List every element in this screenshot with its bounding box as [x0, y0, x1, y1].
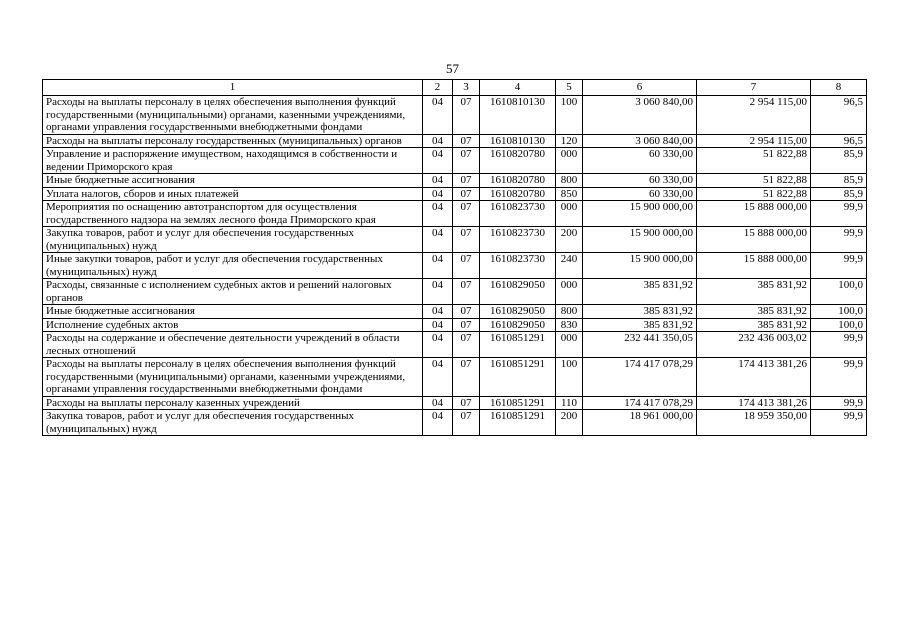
section-code-cell: 04	[423, 174, 453, 188]
planned-amount-cell: 232 441 350,05	[583, 332, 697, 358]
expense-type-cell: 000	[556, 332, 583, 358]
table-row	[43, 187, 867, 201]
section-code-cell: 04	[423, 358, 453, 397]
execution-percent-cell: 99,9	[811, 227, 867, 253]
section-code-cell: 04	[423, 96, 453, 135]
section-code-cell: 04	[423, 201, 453, 227]
row-name-cell: Исполнение судебных актов	[43, 318, 423, 332]
target-article-cell: 1610823730	[480, 253, 556, 279]
subsection-code-cell: 07	[453, 96, 480, 135]
section-code-cell: 04	[423, 148, 453, 174]
column-header: 4	[480, 80, 556, 96]
table-row	[43, 227, 867, 253]
execution-percent-cell: 99,9	[811, 410, 867, 436]
planned-amount-cell: 15 900 000,00	[583, 253, 697, 279]
expense-type-cell: 200	[556, 410, 583, 436]
planned-amount-cell: 60 330,00	[583, 174, 697, 188]
table-row	[43, 148, 867, 174]
column-header: 2	[423, 80, 453, 96]
expense-type-cell: 100	[556, 96, 583, 135]
expense-type-cell: 110	[556, 396, 583, 410]
table-row	[43, 396, 867, 410]
section-code-cell: 04	[423, 227, 453, 253]
planned-amount-cell: 385 831,92	[583, 318, 697, 332]
section-code-cell: 04	[423, 134, 453, 148]
target-article-cell: 1610851291	[480, 396, 556, 410]
expense-type-cell: 120	[556, 134, 583, 148]
expense-type-cell: 850	[556, 187, 583, 201]
target-article-cell: 1610823730	[480, 227, 556, 253]
target-article-cell: 1610823730	[480, 201, 556, 227]
subsection-code-cell: 07	[453, 148, 480, 174]
expense-type-cell: 240	[556, 253, 583, 279]
subsection-code-cell: 07	[453, 253, 480, 279]
page-number: 57	[446, 61, 459, 76]
row-name-cell: Управление и распоряжение имуществом, находящимся в собственности и ведении Приморского края	[43, 148, 423, 174]
target-article-cell: 1610829050	[480, 318, 556, 332]
execution-percent-cell: 99,9	[811, 201, 867, 227]
table-row	[43, 305, 867, 319]
executed-amount-cell: 15 888 000,00	[697, 253, 811, 279]
section-code-cell: 04	[423, 318, 453, 332]
row-name-cell: Иные бюджетные ассигнования	[43, 305, 423, 319]
target-article-cell: 1610851291	[480, 410, 556, 436]
section-code-cell: 04	[423, 187, 453, 201]
row-name-cell: Иные бюджетные ассигнования	[43, 174, 423, 188]
section-code-cell: 04	[423, 279, 453, 305]
executed-amount-cell: 18 959 350,00	[697, 410, 811, 436]
table-row	[43, 134, 867, 148]
column-header: 1	[43, 80, 423, 96]
executed-amount-cell: 51 822,88	[697, 148, 811, 174]
subsection-code-cell: 07	[453, 201, 480, 227]
table-row	[43, 332, 867, 358]
subsection-code-cell: 07	[453, 318, 480, 332]
execution-percent-cell: 96,5	[811, 96, 867, 135]
executed-amount-cell: 2 954 115,00	[697, 96, 811, 135]
row-name-cell: Расходы на содержание и обеспечение деятельности учреждений в области лесных отношений	[43, 332, 423, 358]
row-name-cell: Расходы на выплаты персоналу государственных (муниципальных) органов	[43, 134, 423, 148]
table-row	[43, 253, 867, 279]
executed-amount-cell: 15 888 000,00	[697, 201, 811, 227]
expense-type-cell: 800	[556, 305, 583, 319]
expense-type-cell: 800	[556, 174, 583, 188]
section-code-cell: 04	[423, 305, 453, 319]
execution-percent-cell: 100,0	[811, 305, 867, 319]
planned-amount-cell: 385 831,92	[583, 305, 697, 319]
executed-amount-cell: 232 436 003,02	[697, 332, 811, 358]
expense-type-cell: 000	[556, 279, 583, 305]
executed-amount-cell: 174 413 381,26	[697, 358, 811, 397]
execution-percent-cell: 99,9	[811, 332, 867, 358]
target-article-cell: 1610829050	[480, 279, 556, 305]
subsection-code-cell: 07	[453, 358, 480, 397]
execution-percent-cell: 85,9	[811, 174, 867, 188]
planned-amount-cell: 385 831,92	[583, 279, 697, 305]
expense-type-cell: 000	[556, 201, 583, 227]
expense-type-cell: 830	[556, 318, 583, 332]
row-name-cell: Закупка товаров, работ и услуг для обеспечения государственных (муниципальных) нужд	[43, 410, 423, 436]
row-name-cell: Иные закупки товаров, работ и услуг для обеспечения государственных (муниципальных) нужд	[43, 253, 423, 279]
table-row	[43, 201, 867, 227]
row-name-cell: Закупка товаров, работ и услуг для обеспечения государственных (муниципальных) нужд	[43, 227, 423, 253]
subsection-code-cell: 07	[453, 227, 480, 253]
execution-percent-cell: 100,0	[811, 279, 867, 305]
execution-percent-cell: 100,0	[811, 318, 867, 332]
subsection-code-cell: 07	[453, 396, 480, 410]
table-body	[43, 96, 867, 436]
planned-amount-cell: 174 417 078,29	[583, 396, 697, 410]
expense-type-cell: 000	[556, 148, 583, 174]
row-name-cell: Расходы, связанные с исполнением судебных актов и решений налоговых органов	[43, 279, 423, 305]
planned-amount-cell: 15 900 000,00	[583, 201, 697, 227]
target-article-cell: 1610820780	[480, 187, 556, 201]
expense-type-cell: 100	[556, 358, 583, 397]
target-article-cell: 1610851291	[480, 332, 556, 358]
target-article-cell: 1610810130	[480, 134, 556, 148]
table-row	[43, 96, 867, 135]
executed-amount-cell: 51 822,88	[697, 187, 811, 201]
section-code-cell: 04	[423, 410, 453, 436]
execution-percent-cell: 99,9	[811, 358, 867, 397]
row-name-cell: Мероприятия по оснащению автотранспортом для осуществления государственного надзора на землях лесного фонда Приморского края	[43, 201, 423, 227]
target-article-cell: 1610820780	[480, 174, 556, 188]
subsection-code-cell: 07	[453, 134, 480, 148]
planned-amount-cell: 3 060 840,00	[583, 134, 697, 148]
row-name-cell: Расходы на выплаты персоналу в целях обеспечения выполнения функций государственными (муниципальными) органами, казенными учреждениями, органами управления государственными внебюджетными фондами	[43, 358, 423, 397]
column-header: 5	[556, 80, 583, 96]
execution-percent-cell: 96,5	[811, 134, 867, 148]
subsection-code-cell: 07	[453, 174, 480, 188]
target-article-cell: 1610851291	[480, 358, 556, 397]
planned-amount-cell: 15 900 000,00	[583, 227, 697, 253]
executed-amount-cell: 174 413 381,26	[697, 396, 811, 410]
subsection-code-cell: 07	[453, 305, 480, 319]
table-row	[43, 174, 867, 188]
section-code-cell: 04	[423, 253, 453, 279]
executed-amount-cell: 385 831,92	[697, 318, 811, 332]
executed-amount-cell: 385 831,92	[697, 305, 811, 319]
row-name-cell: Расходы на выплаты персоналу в целях обеспечения выполнения функций государственными (муниципальными) органами, казенными учреждениями, органами управления государственными внебюджетными фондами	[43, 96, 423, 135]
executed-amount-cell: 51 822,88	[697, 174, 811, 188]
planned-amount-cell: 60 330,00	[583, 148, 697, 174]
expense-type-cell: 200	[556, 227, 583, 253]
table-row	[43, 410, 867, 436]
table-header-row	[43, 80, 867, 96]
row-name-cell: Уплата налогов, сборов и иных платежей	[43, 187, 423, 201]
planned-amount-cell: 174 417 078,29	[583, 358, 697, 397]
subsection-code-cell: 07	[453, 410, 480, 436]
target-article-cell: 1610820780	[480, 148, 556, 174]
column-header: 3	[453, 80, 480, 96]
column-header: 7	[697, 80, 811, 96]
section-code-cell: 04	[423, 396, 453, 410]
executed-amount-cell: 2 954 115,00	[697, 134, 811, 148]
table-row	[43, 279, 867, 305]
execution-percent-cell: 99,9	[811, 396, 867, 410]
subsection-code-cell: 07	[453, 332, 480, 358]
planned-amount-cell: 18 961 000,00	[583, 410, 697, 436]
subsection-code-cell: 07	[453, 279, 480, 305]
subsection-code-cell: 07	[453, 187, 480, 201]
executed-amount-cell: 15 888 000,00	[697, 227, 811, 253]
target-article-cell: 1610810130	[480, 96, 556, 135]
column-header: 8	[811, 80, 867, 96]
target-article-cell: 1610829050	[480, 305, 556, 319]
execution-percent-cell: 85,9	[811, 148, 867, 174]
row-name-cell: Расходы на выплаты персоналу казенных учреждений	[43, 396, 423, 410]
execution-percent-cell: 99,9	[811, 253, 867, 279]
execution-percent-cell: 85,9	[811, 187, 867, 201]
column-header: 6	[583, 80, 697, 96]
planned-amount-cell: 3 060 840,00	[583, 96, 697, 135]
section-code-cell: 04	[423, 332, 453, 358]
planned-amount-cell: 60 330,00	[583, 187, 697, 201]
budget-table	[42, 79, 867, 436]
executed-amount-cell: 385 831,92	[697, 279, 811, 305]
table-row	[43, 358, 867, 397]
table-row	[43, 318, 867, 332]
